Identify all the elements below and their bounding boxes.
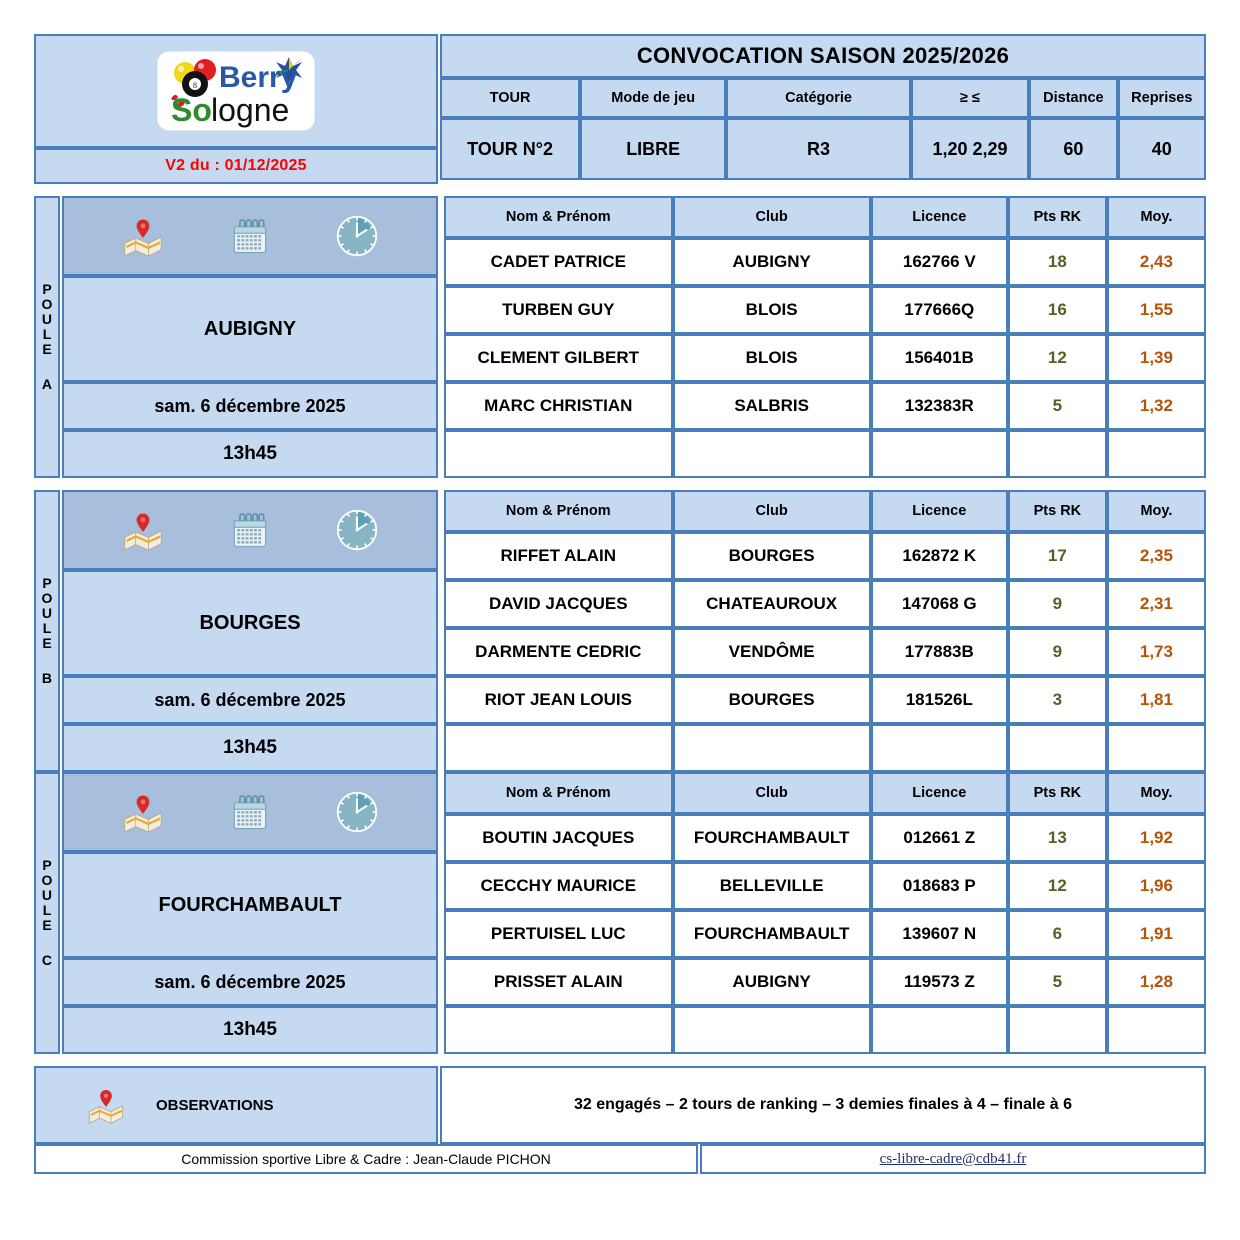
poule-time: 13h45 [223,1019,277,1040]
cell-moy: 2,43 [1107,238,1206,286]
col-header-club: Club [673,772,871,814]
poule-date: sam. 6 décembre 2025 [154,395,346,416]
poule-letter-id: B [41,670,53,687]
cell-pts-rk: 9 [1008,628,1107,676]
cell-pts-rk: 5 [1008,958,1107,1006]
poule-info-column [62,772,438,1054]
poule-letter-char: E [42,341,52,358]
cell-club: BLOIS [673,286,871,334]
svg-text:Berry: Berry [219,61,298,94]
spacer [34,184,1206,196]
observations-row [34,1066,1206,1144]
cell-nom: CECCHY MAURICE [444,862,673,910]
poule-letter-char: E [42,635,52,652]
poule-letter-char: U [41,886,53,903]
poule-letter-stack [42,282,53,393]
cell-pts-rk: 16 [1008,286,1107,334]
logo-column [34,34,438,184]
poule-date-cell [62,382,438,430]
clock-icon [334,790,380,834]
table-row [444,862,1206,910]
table-row [444,910,1206,958]
cell-club: VENDÔME [673,628,871,676]
table-row [444,958,1206,1006]
poule-letter-stack [42,576,53,687]
cell-licence [871,430,1008,478]
header-value-tour: TOUR N°2 [440,118,580,180]
clock-icon [334,214,380,258]
logo-cell [34,34,438,148]
cell-nom [444,724,673,772]
calendar-icon [227,214,273,258]
document-header [34,34,1206,184]
cell-nom [444,430,673,478]
cell-nom: DAVID JACQUES [444,580,673,628]
poule-date-cell [62,958,438,1006]
svg-text:So: So [171,92,212,128]
poule-letter-char: U [41,310,53,327]
poule-date: sam. 6 décembre 2025 [154,689,346,710]
cell-nom: RIFFET ALAIN [444,532,673,580]
header-columns-row [440,78,1206,118]
berry-sologne-logo-icon [155,49,317,133]
cell-moy: 2,35 [1107,532,1206,580]
table-row [444,676,1206,724]
cell-licence: 139607 N [871,910,1008,958]
calendar-icon [227,790,273,834]
cell-licence: 177666Q [871,286,1008,334]
col-header-moy: Moy. [1107,772,1206,814]
header-value-mode: LIBRE [580,118,726,180]
cell-nom: BOUTIN JACQUES [444,814,673,862]
poule-icon-band [62,196,438,276]
cell-nom: RIOT JEAN LOUIS [444,676,673,724]
observations-label: OBSERVATIONS [156,1096,274,1114]
cell-pts-rk: 6 [1008,910,1107,958]
poule-venue-cell [62,852,438,958]
spacer-2 [34,1054,1206,1066]
header-value-categorie: R3 [726,118,911,180]
cell-nom: PRISSET ALAIN [444,958,673,1006]
cell-club: BLOIS [673,334,871,382]
header-values-row [440,118,1206,180]
cell-pts-rk: 12 [1008,862,1107,910]
table-row [444,430,1206,478]
header-col-mode: Mode de jeu [580,78,726,118]
observations-text: 32 engagés – 2 tours de ranking – 3 demies finales à 4 – finale à 6 [574,1096,1072,1113]
svg-text:logne: logne [211,92,290,128]
header-col-minmax: ≥ ≤ [911,78,1029,118]
cell-moy: 1,92 [1107,814,1206,862]
cell-licence [871,1006,1008,1054]
poule-venue: AUBIGNY [203,317,297,340]
col-header-moy: Moy. [1107,490,1206,532]
poule-letter-char: L [42,902,52,918]
cell-moy [1107,724,1206,772]
poule-letter-char: U [41,604,53,621]
poule-letter-char: O [41,589,53,606]
cell-club: BOURGES [673,676,871,724]
col-header-nom: Nom & Prénom [444,772,673,814]
poule-letter-cell [34,772,60,1054]
version-cell [34,148,438,184]
version-label: V2 du : 01/12/2025 [165,157,307,174]
header-col-distance: Distance [1029,78,1117,118]
poule-letter-stack [42,858,53,969]
poule-letter-char: P [42,856,52,873]
poule-letter-id: A [41,376,53,393]
footer-email-cell [700,1144,1206,1174]
col-header-club: Club [673,490,871,532]
cell-moy: 1,39 [1107,334,1206,382]
poule-date: sam. 6 décembre 2025 [154,971,346,992]
poule-block-c [34,772,1206,1054]
poule-letter-cell [34,490,60,772]
table-row [444,724,1206,772]
col-header-pts-rk: Pts RK [1008,196,1107,238]
map-pin-icon [86,1085,126,1125]
cell-licence: 181526L [871,676,1008,724]
poule-letter-char: P [42,574,52,591]
cell-club: BOURGES [673,532,871,580]
poule-time-cell [62,430,438,478]
table-row [444,580,1206,628]
poule-letter-char: P [42,280,52,297]
col-header-licence: Licence [871,772,1008,814]
calendar-icon [227,508,273,552]
cell-moy: 1,91 [1107,910,1206,958]
poule-venue-cell [62,570,438,676]
table-row [444,382,1206,430]
cell-club: AUBIGNY [673,958,871,1006]
poule-letter-char: L [42,620,52,636]
table-row [444,286,1206,334]
cell-pts-rk: 17 [1008,532,1107,580]
col-header-nom: Nom & Prénom [444,490,673,532]
cell-nom: CLEMENT GILBERT [444,334,673,382]
page-title: CONVOCATION SAISON 2025/2026 [636,43,1010,68]
header-table [440,34,1206,184]
cell-pts-rk: 9 [1008,580,1107,628]
cell-club: CHATEAUROUX [673,580,871,628]
col-header-moy: Moy. [1107,196,1206,238]
map-pin-icon [120,214,166,258]
cell-licence [871,724,1008,772]
header-value-minmax: 1,20 2,29 [911,118,1029,180]
cell-nom: TURBEN GUY [444,286,673,334]
cell-club: FOURCHAMBAULT [673,814,871,862]
clock-icon [334,508,380,552]
cell-pts-rk [1008,724,1107,772]
poule-players-table [444,772,1206,1054]
header-value-reprises: 40 [1118,118,1206,180]
cell-club: BELLEVILLE [673,862,871,910]
poule-block-a [34,196,1206,478]
cell-pts-rk [1008,430,1107,478]
poule-info-column [62,490,438,772]
cell-moy [1107,430,1206,478]
cell-moy: 1,81 [1107,676,1206,724]
poule-icon-band [62,490,438,570]
header-col-reprises: Reprises [1118,78,1206,118]
cell-club: AUBIGNY [673,238,871,286]
cell-licence: 147068 G [871,580,1008,628]
poule-letter-char: L [42,326,52,342]
cell-nom: PERTUISEL LUC [444,910,673,958]
cell-licence: 012661 Z [871,814,1008,862]
poule-players-table [444,196,1206,478]
map-pin-icon [120,790,166,834]
header-col-tour: TOUR [440,78,580,118]
poules-container [34,196,1206,1054]
poule-venue: FOURCHAMBAULT [158,893,342,916]
cell-licence: 119573 Z [871,958,1008,1006]
poule-time: 13h45 [223,737,277,758]
poule-separator [34,478,1206,490]
poule-letter-id: C [41,952,53,969]
cell-pts-rk: 5 [1008,382,1107,430]
poule-time-cell [62,724,438,772]
col-header-pts-rk: Pts RK [1008,490,1107,532]
cell-licence: 162766 V [871,238,1008,286]
cell-club [673,430,871,478]
cell-licence: 156401B [871,334,1008,382]
cell-moy: 1,28 [1107,958,1206,1006]
poule-letter-char: E [42,917,52,934]
col-header-nom: Nom & Prénom [444,196,673,238]
observations-label-cell [34,1066,438,1144]
cell-nom: MARC CHRISTIAN [444,382,673,430]
cell-pts-rk: 18 [1008,238,1107,286]
cell-nom [444,1006,673,1054]
table-row [444,532,1206,580]
cell-licence: 132383R [871,382,1008,430]
cell-moy: 1,32 [1107,382,1206,430]
poule-venue: BOURGES [199,611,301,634]
cell-club [673,1006,871,1054]
cell-nom: DARMENTE CEDRIC [444,628,673,676]
cell-moy: 2,31 [1107,580,1206,628]
email-link[interactable]: cs-libre-cadre@cdb41.fr [879,1150,1027,1167]
poule-venue-cell [62,276,438,382]
cell-pts-rk: 13 [1008,814,1107,862]
cell-moy: 1,73 [1107,628,1206,676]
footer-row [34,1144,1206,1174]
poule-date-cell [62,676,438,724]
cell-club: FOURCHAMBAULT [673,910,871,958]
poule-time-cell [62,1006,438,1054]
header-col-categorie: Catégorie [726,78,911,118]
cell-club [673,724,871,772]
poule-letter-char: O [41,871,53,888]
players-header-row [444,196,1206,238]
poule-players-table [444,490,1206,772]
table-row [444,628,1206,676]
players-header-row [444,772,1206,814]
cell-licence: 162872 K [871,532,1008,580]
cell-pts-rk [1008,1006,1107,1054]
col-header-pts-rk: Pts RK [1008,772,1107,814]
col-header-licence: Licence [871,196,1008,238]
table-row [444,1006,1206,1054]
poule-letter-char: O [41,295,53,312]
cell-licence: 177883B [871,628,1008,676]
cell-nom: CADET PATRICE [444,238,673,286]
players-header-row [444,490,1206,532]
table-row [444,334,1206,382]
footer-commission-cell [34,1144,698,1174]
col-header-licence: Licence [871,490,1008,532]
table-row [444,238,1206,286]
header-value-distance: 60 [1029,118,1117,180]
observations-text-cell [440,1066,1206,1144]
poule-time: 13h45 [223,443,277,464]
document-title-cell [440,34,1206,78]
col-header-club: Club [673,196,871,238]
poule-letter-cell [34,196,60,478]
cell-licence: 018683 P [871,862,1008,910]
cell-pts-rk: 12 [1008,334,1107,382]
cell-club: SALBRIS [673,382,871,430]
cell-moy: 1,96 [1107,862,1206,910]
map-pin-icon [120,508,166,552]
table-row [444,814,1206,862]
cell-moy [1107,1006,1206,1054]
poule-info-column [62,196,438,478]
poule-icon-band [62,772,438,852]
cell-moy: 1,55 [1107,286,1206,334]
poule-block-b [34,490,1206,772]
svg-text:8: 8 [193,81,197,90]
cell-pts-rk: 3 [1008,676,1107,724]
footer-commission-text: Commission sportive Libre & Cadre : Jean-Claude PICHON [181,1151,551,1167]
